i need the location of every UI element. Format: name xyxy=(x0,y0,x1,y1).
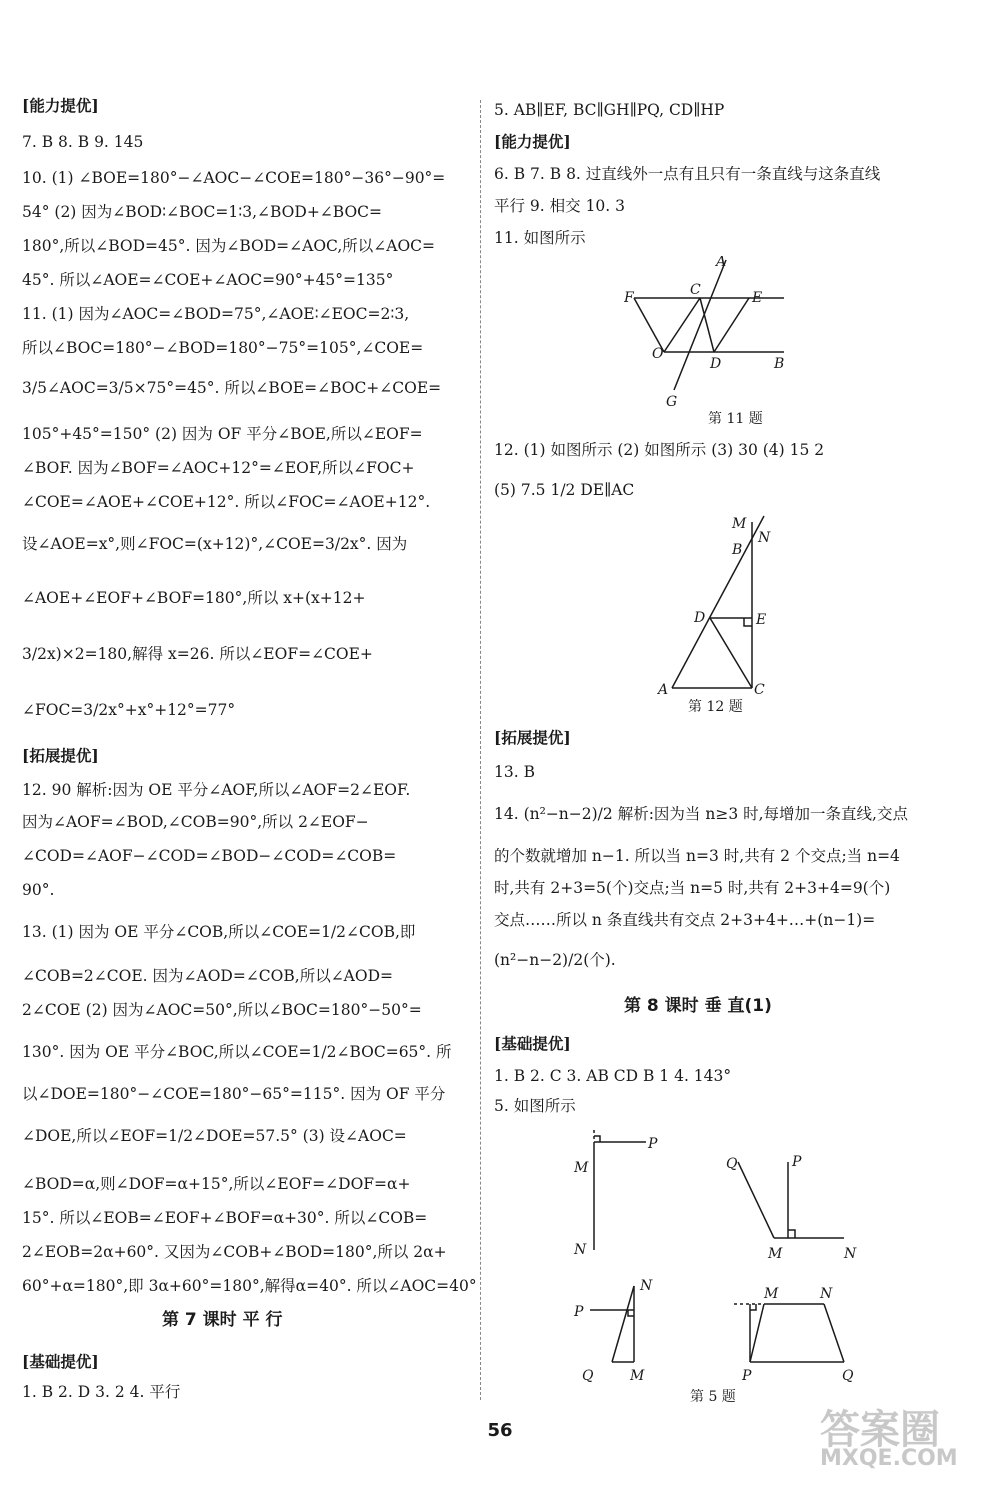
fig5-label: N xyxy=(574,1242,587,1258)
figure-caption: 第 11 题 xyxy=(708,411,763,427)
answer-line: ∠COE=∠AOE+∠COE+12°. 所以∠FOC=∠AOE+12°. xyxy=(22,493,431,511)
fig11-label: F xyxy=(624,290,634,306)
answer-line: 90°. xyxy=(22,881,55,899)
answer-line: 6. B 7. B 8. 过直线外一点有且只有一条直线与这条直线 xyxy=(494,165,881,183)
answer-line: (n²−n−2)/2(个). xyxy=(494,951,616,969)
fig12-label: N xyxy=(758,530,771,546)
answer-line: 的个数就增加 n−1. 所以当 n=3 时,共有 2 个交点;当 n=4 xyxy=(494,847,900,865)
line-PM xyxy=(750,1304,764,1362)
answer-line: ∠AOE+∠EOF+∠BOF=180°,所以 x+(x+12+ xyxy=(22,589,366,607)
answer-line: 1. B 2. D 3. 2 4. 平行 xyxy=(22,1383,181,1401)
section-heading: [基础提优] xyxy=(22,1352,99,1371)
answer-line: 2∠COE (2) 因为∠AOC=50°,所以∠BOC=180°−50°= xyxy=(22,1001,422,1019)
section-heading: [能力提优] xyxy=(494,132,571,151)
fig12-label: C xyxy=(754,682,765,696)
watermark xyxy=(820,1398,980,1478)
answer-line: 105°+45°=150° (2) 因为 OF 平分∠BOE,所以∠EOF= xyxy=(22,425,423,443)
fig11-label: C xyxy=(690,282,701,298)
line-QN xyxy=(612,1286,634,1362)
fig12-label: D xyxy=(694,610,706,626)
fig5-label: Q xyxy=(842,1368,854,1384)
fig5-label: M xyxy=(768,1246,783,1262)
answer-line: 13. B xyxy=(494,763,535,781)
answer-line: 12. 90 解析:因为 OE 平分∠AOF,所以∠AOF=2∠EOF. xyxy=(22,781,411,799)
answer-line: 1. B 2. C 3. AB CD B 1 4. 143° xyxy=(494,1067,732,1085)
fig5-label: Q xyxy=(582,1368,594,1384)
figure-caption: 第 5 题 xyxy=(690,1389,736,1405)
line-QM xyxy=(738,1162,774,1238)
answer-line: ∠COB=2∠COE. 因为∠AOD=∠COB,所以∠AOD= xyxy=(22,967,393,985)
answer-line: 设∠AOE=x°,则∠FOC=(x+12)°,∠COE=3/2x°. 因为 xyxy=(22,535,408,553)
answer-line: 5. 如图所示 xyxy=(494,1097,576,1115)
answer-line: 平行 9. 相交 10. 3 xyxy=(494,197,626,215)
answer-line: 5. AB∥EF, BC∥GH∥PQ, CD∥HP xyxy=(494,101,725,119)
answer-line: ∠BOF. 因为∠BOF=∠AOC+12°=∠EOF,所以∠FOC+ xyxy=(22,459,415,477)
fig5-label: M xyxy=(574,1160,589,1176)
answer-line: ∠DOE,所以∠EOF=1/2∠DOE=57.5° (3) 设∠AOC= xyxy=(22,1127,407,1145)
section-heading: [基础提优] xyxy=(494,1034,571,1053)
answer-line: 3/5∠AOC=3/5×75°=45°. 所以∠BOE=∠BOC+∠COE= xyxy=(22,379,442,397)
answer-line: 15°. 所以∠EOB=∠EOF+∠BOF=α+30°. 所以∠COB= xyxy=(22,1209,428,1227)
answer-line: 因为∠AOF=∠BOD,∠COB=90°,所以 2∠EOF− xyxy=(22,813,369,831)
answer-line: 2∠EOB=2α+60°. 又因为∠COB+∠BOD=180°,所以 2α+ xyxy=(22,1243,447,1261)
figure-12 xyxy=(644,514,794,696)
answer-line: 11. (1) 因为∠AOC=∠BOD=75°,∠AOE∶∠EOC=2∶3, xyxy=(22,305,410,323)
figure-caption: 第 12 题 xyxy=(688,699,743,715)
answer-line: 3/2x)×2=180,解得 x=26. 所以∠EOF=∠COE+ xyxy=(22,645,373,663)
watermark-logo-text: 答案圈 xyxy=(820,1407,940,1453)
fig5-label: P xyxy=(742,1368,752,1384)
fig11-label: B xyxy=(774,356,785,372)
fig12-label: A xyxy=(658,682,669,696)
answer-line: 130°. 因为 OE 平分∠BOC,所以∠COE=1/2∠BOC=65°. 所 xyxy=(22,1043,452,1061)
page-number: 56 xyxy=(487,1420,513,1441)
fig5-label: P xyxy=(648,1136,658,1152)
section-heading: [拓展提优] xyxy=(494,728,571,747)
line-AN xyxy=(672,516,767,688)
watermark-url: MXQE.COM xyxy=(820,1446,958,1471)
answer-line: 交点……所以 n 条直线共有交点 2+3+4+…+(n−1)= xyxy=(494,911,876,929)
answer-line: 14. (n²−n−2)/2 解析:因为当 n≥3 时,每增加一条直线,交点 xyxy=(494,805,908,823)
answer-line: (5) 7.5 1/2 DE∥AC xyxy=(494,481,635,499)
fig11-label: E xyxy=(752,290,763,306)
right-angle-mark xyxy=(750,1304,756,1310)
fig12-label: M xyxy=(732,516,747,532)
answer-line: 12. (1) 如图所示 (2) 如图所示 (3) 30 (4) 15 2 xyxy=(494,441,825,459)
answer-line: 所以∠BOC=180°−∠BOD=180°−75°=105°,∠COE= xyxy=(22,339,424,357)
fig12-label: B xyxy=(732,542,743,558)
line-FO xyxy=(634,298,664,352)
column-divider xyxy=(480,100,481,1400)
answer-line: 以∠DOE=180°−∠COE=180°−65°=115°. 因为 OF 平分 xyxy=(22,1085,446,1103)
fig5-label: P xyxy=(574,1304,584,1320)
section-heading: [拓展提优] xyxy=(22,746,99,765)
lesson-title: 第 8 课时 垂 直(1) xyxy=(624,996,772,1016)
answer-line: ∠FOC=3/2x°+x°+12°=77° xyxy=(22,701,236,719)
lesson-title: 第 7 课时 平 行 xyxy=(162,1310,283,1330)
fig5-label: Q xyxy=(726,1156,738,1172)
right-angle-mark xyxy=(628,1310,634,1316)
answer-line: 7. B 8. B 9. 145 xyxy=(22,133,144,151)
answer-line: 180°,所以∠BOD=45°. 因为∠BOD=∠AOC,所以∠AOC= xyxy=(22,237,436,255)
fig5-label: N xyxy=(844,1246,857,1262)
answer-line: 54° (2) 因为∠BOD∶∠BOC=1∶3,∠BOD+∠BOC= xyxy=(22,203,383,221)
answer-line: 13. (1) 因为 OE 平分∠COB,所以∠COE=1/2∠COB,即 xyxy=(22,923,416,941)
line-NQ xyxy=(824,1304,844,1362)
answer-line: 11. 如图所示 xyxy=(494,229,586,247)
answer-line: 45°. 所以∠AOE=∠COE+∠AOC=90°+45°=135° xyxy=(22,271,394,289)
right-angle-mark xyxy=(594,1136,600,1142)
section-heading: [能力提优] xyxy=(22,96,99,115)
answer-line: 10. (1) ∠BOE=180°−∠AOC−∠COE=180°−36°−90°= xyxy=(22,169,446,187)
line-OC xyxy=(664,298,700,352)
fig5-label: M xyxy=(630,1368,645,1384)
line-DC xyxy=(710,618,752,688)
fig5-label: N xyxy=(640,1278,653,1294)
figure-5 xyxy=(554,1126,934,1386)
fig11-label: O xyxy=(652,346,664,362)
fig11-label: A xyxy=(716,256,727,270)
fig5-label: P xyxy=(792,1154,802,1170)
answer-line: 60°+α=180°,即 3α+60°=180°,解得α=40°. 所以∠AOC=40° xyxy=(22,1277,477,1295)
fig11-label: G xyxy=(666,394,678,410)
right-angle-mark xyxy=(744,618,752,626)
answer-line: 时,共有 2+3=5(个)交点;当 n=5 时,共有 2+3+4=9(个) xyxy=(494,879,891,897)
answer-line: ∠COD=∠AOF−∠COD=∠BOD−∠COD=∠COB= xyxy=(22,847,397,865)
fig5-label: M xyxy=(764,1286,779,1302)
answer-line: ∠BOD=α,则∠DOF=α+15°,所以∠EOF=∠DOF=α+ xyxy=(22,1175,411,1193)
figure-11 xyxy=(624,256,924,426)
fig12-label: E xyxy=(756,612,767,628)
fig5-label: N xyxy=(820,1286,833,1302)
right-angle-mark xyxy=(788,1230,795,1238)
fig11-label: D xyxy=(710,356,722,372)
line-DE xyxy=(714,298,749,352)
